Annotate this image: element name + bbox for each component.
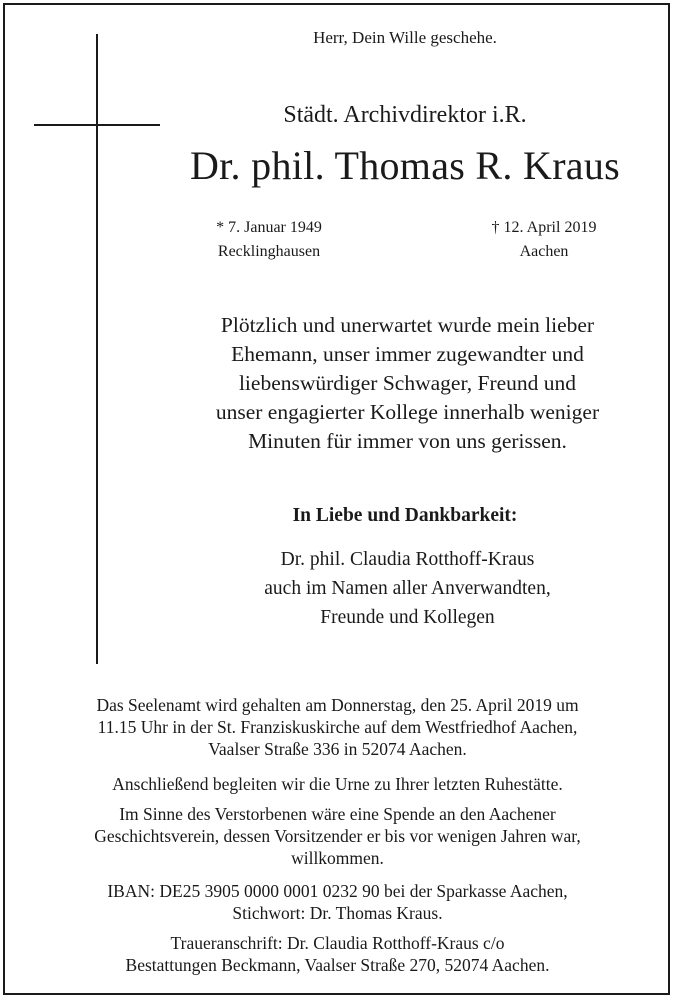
death-block (468, 216, 620, 264)
birth-date: * 7. Januar 1949 (216, 219, 322, 236)
message-line: Minuten für immer von uns gerissen. (248, 429, 567, 453)
bank-line: IBAN: DE25 3905 0000 0001 0232 90 bei der Sparkasse Aachen, (107, 881, 568, 901)
urn-line: Anschließend begleiten wir die Urne zu Ihrer letzten Ruhestätte. (112, 774, 563, 794)
deceased-name: Dr. phil. Thomas R. Kraus (189, 143, 621, 188)
donation-info (20, 803, 655, 869)
urn-info (20, 773, 655, 795)
death-date: † 12. April 2019 (491, 219, 597, 236)
bank-info (20, 880, 655, 924)
donation-line: willkommen. (291, 848, 384, 868)
address-line: Bestattungen Beckmann, Vaalser Straße 270, 52074 Aachen. (125, 955, 550, 975)
message-line: unser engagierter Kollege innerhalb weniger (215, 400, 600, 424)
service-info (20, 694, 655, 760)
motto: Herr, Dein Wille geschehe. (313, 28, 497, 47)
bank-line: Stichwort: Dr. Thomas Kraus. (232, 903, 443, 923)
message (150, 311, 665, 456)
death-place: Aachen (519, 243, 569, 260)
title-line: Städt. Archivdirektor i.R. (283, 102, 527, 128)
message-line: Ehemann, unser immer zugewandter und (231, 342, 584, 366)
birth-place: Recklinghausen (217, 243, 321, 260)
address-line: Traueranschrift: Dr. Claudia Rotthoff-Kraus c/o (170, 933, 505, 953)
signer-line: Freunde und Kollegen (320, 607, 495, 628)
cross-vertical-bar (96, 34, 98, 664)
signer-line: auch im Namen aller Anverwandten, (264, 578, 551, 599)
service-line: Vaalser Straße 336 in 52074 Aachen. (208, 739, 467, 759)
service-line: Das Seelenamt wird gehalten am Donnerstag, den 25. April 2019 um (96, 695, 579, 715)
signer-line: Dr. phil. Claudia Rotthoff-Kraus (280, 549, 535, 570)
donation-line: Im Sinne des Verstorbenen wäre eine Spende an den Aachener (119, 804, 556, 824)
message-line: Plötzlich und unerwartet wurde mein lieber (220, 313, 595, 337)
birth-block (196, 216, 342, 264)
thanks-heading: In Liebe und Dankbarkeit: (292, 505, 518, 526)
mourning-address (20, 932, 655, 976)
signers (150, 545, 665, 632)
donation-line: Geschichtsverein, dessen Vorsitzender er bis vor wenigen Jahren war, (94, 826, 581, 846)
service-line: 11.15 Uhr in der St. Franziskuskirche auf dem Westfriedhof Aachen, (97, 717, 578, 737)
message-line: liebenswürdiger Schwager, Freund und (238, 371, 577, 395)
